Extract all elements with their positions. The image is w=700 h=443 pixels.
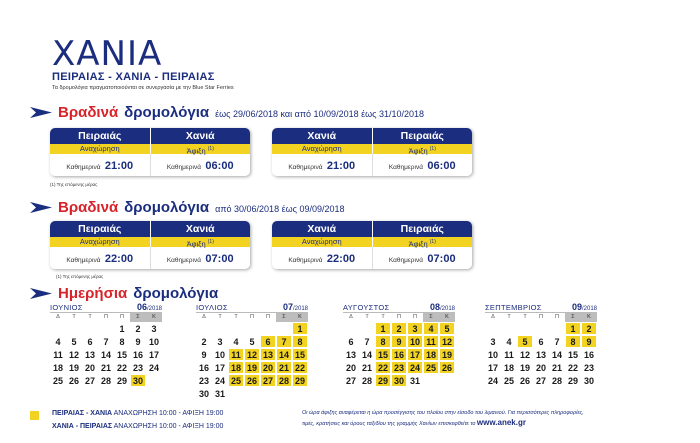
calendar-header	[196, 302, 308, 313]
calendar-day: 3	[485, 335, 501, 348]
calendar-day: 8	[114, 335, 130, 348]
calendar-day: 31	[407, 374, 423, 387]
calendar-day: 15	[114, 348, 130, 361]
calendar-header	[343, 302, 455, 313]
calendar-day: 27	[82, 374, 98, 387]
weekday-header: Τ	[381, 314, 385, 320]
calendar-day-highlighted: 8	[292, 335, 308, 348]
calendar-day: 20	[82, 361, 98, 374]
month-name: ΣΕΠΤΕΜΒΡΙΟΣ	[485, 303, 542, 312]
calendar-month	[50, 302, 162, 387]
calendar-day	[359, 322, 375, 335]
calendar-day-highlighted: 22	[292, 361, 308, 374]
from-port: Πειραιάς	[50, 221, 151, 237]
calendar-day: 23	[130, 361, 146, 374]
calendar-day: 16	[581, 348, 597, 361]
arrival-time: Καθημερινά 06:00	[166, 160, 234, 172]
calendar-day	[423, 374, 439, 387]
weekday-header: Κ	[439, 313, 455, 322]
calendar-day-highlighted: 30	[130, 374, 146, 387]
to-port: Χανιά	[185, 223, 215, 235]
calendar-day	[50, 322, 66, 335]
calendar-day	[276, 322, 292, 335]
calendar-day-highlighted: 11	[228, 348, 244, 361]
month-number: 07/2018	[282, 302, 308, 312]
calendar-day-highlighted: 13	[260, 348, 276, 361]
calendar-day-highlighted: 8	[375, 335, 391, 348]
calendar-day: 21	[359, 361, 375, 374]
calendar-day: 6	[82, 335, 98, 348]
calendar-day	[549, 322, 565, 335]
info-text	[302, 409, 682, 429]
weekday-header: Δ	[56, 314, 60, 320]
calendar-day: 28	[549, 374, 565, 387]
schedule-card	[50, 128, 250, 176]
calendar-day	[276, 387, 292, 400]
calendar-day-highlighted: 25	[423, 361, 439, 374]
calendar-day-highlighted: 19	[244, 361, 260, 374]
month-name: ΑΥΓΟΥΣΤΟΣ	[343, 303, 390, 312]
arrival-time: Καθημερινά 07:00	[388, 253, 456, 265]
month-name: ΙΟΥΝΙΟΣ	[50, 303, 83, 312]
calendar-day: 9	[130, 335, 146, 348]
calendar-day: 13	[82, 348, 98, 361]
calendar-day: 16	[130, 348, 146, 361]
info-line-1: Οι ώρα άφιξης αναφέρεται η ώρα προσέγγισης του πλοίου στην είσοδο του λιμανιού. Για περισσότερες πληροφορίες,	[302, 410, 584, 416]
weekday-header: Σ	[565, 313, 581, 322]
calendar-day: 27	[533, 374, 549, 387]
calendar-day: 12	[517, 348, 533, 361]
heading-red: Βραδινά	[58, 199, 119, 216]
heading-red: Ημερήσια	[58, 285, 128, 302]
calendar-day: 21	[98, 361, 114, 374]
calendar-day-highlighted: 18	[228, 361, 244, 374]
weekday-header: Τ	[88, 314, 92, 320]
calendar-day	[98, 322, 114, 335]
calendar-day	[82, 322, 98, 335]
calendar-day: 28	[98, 374, 114, 387]
date-range: έως 29/06/2018 και από 10/09/2018 έως 31/10/2018	[215, 109, 425, 119]
calendar-day-highlighted: 1	[375, 322, 391, 335]
arrival-label: Άφιξη $^{(1)}$	[408, 239, 436, 249]
calendar-day: 2	[130, 322, 146, 335]
calendar-month	[485, 302, 597, 387]
calendar-day-highlighted: 1	[565, 322, 581, 335]
calendar-day: 24	[485, 374, 501, 387]
departure-label: Αναχώρηση	[50, 237, 151, 247]
weekday-header: Κ	[292, 313, 308, 322]
calendar-day-highlighted: 25	[228, 374, 244, 387]
page-title: ΧΑΝΙΑ	[52, 34, 163, 74]
calendar-day-highlighted: 22	[375, 361, 391, 374]
arrow-icon	[30, 288, 52, 299]
calendar-day: 19	[517, 361, 533, 374]
calendar-day: 20	[343, 361, 359, 374]
weekday-header: Π	[555, 314, 559, 320]
departure-label: Αναχώρηση	[272, 237, 373, 247]
calendar-day-highlighted: 26	[244, 374, 260, 387]
to-port: Χανιά	[185, 130, 215, 142]
footnote: (1) Της επόμενης μέρας	[50, 182, 98, 187]
departure-time: Καθημερινά 22:00	[50, 247, 151, 269]
calendar-day-highlighted: 6	[260, 335, 276, 348]
calendar-day: 30	[581, 374, 597, 387]
calendar-day-highlighted: 14	[276, 348, 292, 361]
month-name: ΙΟΥΛΙΟΣ	[196, 303, 228, 312]
calendar-day-highlighted: 9	[391, 335, 407, 348]
date-range: από 30/06/2018 έως 09/09/2018	[215, 204, 345, 214]
weekday-header: Π	[104, 314, 108, 320]
from-port: Χανιά	[272, 128, 373, 144]
calendar-day: 5	[66, 335, 82, 348]
to-port: Πειραιάς	[400, 130, 444, 142]
weekday-header: Π	[413, 314, 417, 320]
weekday-header: Π	[266, 314, 270, 320]
calendar-day-highlighted: 2	[391, 322, 407, 335]
calendar-day	[485, 322, 501, 335]
calendar-day: 6	[533, 335, 549, 348]
calendar-day: 29	[114, 374, 130, 387]
calendar-day	[501, 322, 517, 335]
calendar-day	[196, 322, 212, 335]
calendar-day-highlighted: 28	[276, 374, 292, 387]
weekday-header: Τ	[218, 314, 222, 320]
calendar-day: 13	[343, 348, 359, 361]
calendar-day: 9	[196, 348, 212, 361]
calendar-day	[533, 322, 549, 335]
from-port: Χανιά	[272, 221, 373, 237]
calendar-day: 10	[146, 335, 162, 348]
weekday-header: Π	[539, 314, 543, 320]
calendar-day-highlighted: 2	[581, 322, 597, 335]
calendar-day	[439, 374, 455, 387]
calendar-day	[260, 387, 276, 400]
calendar-day: 23	[196, 374, 212, 387]
legend-line-1: ΠΕΙΡΑΙΑΣ - ΧΑΝΙΑ ΑΝΑΧΩΡΗΣΗ 10:00 - ΑΦΙΞΗ 19:00	[52, 410, 224, 417]
calendar-day: 24	[212, 374, 228, 387]
departure-label: Αναχώρηση	[272, 144, 373, 154]
calendar-day: 30	[196, 387, 212, 400]
calendar-day: 2	[196, 335, 212, 348]
calendar-day-highlighted: 15	[292, 348, 308, 361]
calendar-day: 11	[501, 348, 517, 361]
calendar-day: 4	[501, 335, 517, 348]
calendar-day: 18	[501, 361, 517, 374]
schedule-card	[50, 221, 250, 269]
calendar-day: 23	[581, 361, 597, 374]
calendar-day: 17	[146, 348, 162, 361]
schedule-card	[272, 221, 472, 269]
legend-swatch	[30, 411, 39, 420]
calendar-day	[146, 374, 162, 387]
calendar-day-highlighted: 15	[375, 348, 391, 361]
calendar-header	[485, 302, 597, 313]
calendar-day	[517, 322, 533, 335]
partner-note: Τα δρομολόγια πραγματοποιούνται σε συνεργασία με την Blue Star Ferries	[52, 85, 234, 91]
departure-time: Καθημερινά 21:00	[272, 154, 373, 176]
calendar-day-highlighted: 19	[439, 348, 455, 361]
calendar-day-highlighted: 16	[391, 348, 407, 361]
calendar-day	[66, 322, 82, 335]
schedule-card	[272, 128, 472, 176]
from-port: Πειραιάς	[50, 128, 151, 144]
weekday-header: Κ	[581, 313, 597, 322]
calendar-day-highlighted: 5	[517, 335, 533, 348]
weekday-header: Δ	[349, 314, 353, 320]
departure-label: Αναχώρηση	[50, 144, 151, 154]
month-number: 09/2018	[571, 302, 597, 312]
calendar-day: 31	[212, 387, 228, 400]
heading-blue: δρομολόγια	[133, 285, 219, 302]
calendar-day-highlighted: 10	[407, 335, 423, 348]
calendar-day-highlighted: 12	[244, 348, 260, 361]
calendar-day: 29	[565, 374, 581, 387]
month-number: 06/2018	[136, 302, 162, 312]
calendar-day: 10	[485, 348, 501, 361]
weekday-header: Τ	[234, 314, 238, 320]
calendar-day-highlighted: 21	[276, 361, 292, 374]
calendar-header	[50, 302, 162, 313]
calendar-day: 3	[212, 335, 228, 348]
calendar-day-highlighted: 12	[439, 335, 455, 348]
arrow-icon	[30, 202, 52, 213]
calendar-day-highlighted: 20	[260, 361, 276, 374]
calendar-day: 7	[359, 335, 375, 348]
calendar-day: 11	[50, 348, 66, 361]
calendar-day-highlighted: 11	[423, 335, 439, 348]
weekday-header: Δ	[202, 314, 206, 320]
weekday-header: Τ	[507, 314, 511, 320]
route-subtitle: ΠΕΙΡΑΙΑΣ - ΧΑΝΙΑ - ΠΕΙΡΑΙΑΣ	[52, 71, 215, 83]
calendar-day: 5	[244, 335, 260, 348]
daily-schedule-heading	[30, 285, 218, 302]
calendar-day: 21	[549, 361, 565, 374]
departure-time: Καθημερινά 22:00	[272, 247, 373, 269]
calendar-day: 7	[549, 335, 565, 348]
month-number: 08/2018	[429, 302, 455, 312]
calendar-day	[212, 322, 228, 335]
calendar-day: 25	[50, 374, 66, 387]
calendar-day: 22	[114, 361, 130, 374]
evening-schedule-1-heading	[30, 104, 424, 121]
heading-blue: δρομολόγια	[124, 104, 210, 121]
calendar-day: 12	[66, 348, 82, 361]
arrival-label: Άφιξη $^{(1)}$	[186, 146, 214, 156]
calendar-day: 15	[565, 348, 581, 361]
calendar-day-highlighted: 17	[407, 348, 423, 361]
calendar-day-highlighted: 24	[407, 361, 423, 374]
calendar-day-highlighted: 1	[292, 322, 308, 335]
calendar-day-highlighted: 9	[581, 335, 597, 348]
heading-red: Βραδινά	[58, 104, 119, 121]
calendar-day: 13	[533, 348, 549, 361]
calendar-day-highlighted: 29	[292, 374, 308, 387]
calendar-day-highlighted: 23	[391, 361, 407, 374]
calendar-day	[244, 322, 260, 335]
calendar-day: 26	[66, 374, 82, 387]
calendar-day	[343, 322, 359, 335]
calendar-day: 14	[359, 348, 375, 361]
calendar-day: 28	[359, 374, 375, 387]
calendar-day-highlighted: 30	[391, 374, 407, 387]
departure-time: Καθημερινά 21:00	[50, 154, 151, 176]
calendar-day	[244, 387, 260, 400]
website-link[interactable]: www.anek.gr	[476, 418, 526, 428]
calendar-day	[228, 322, 244, 335]
calendar-day: 7	[98, 335, 114, 348]
weekday-header: Σ	[423, 313, 439, 322]
calendar-day: 16	[196, 361, 212, 374]
legend-line-2: ΧΑΝΙΑ - ΠΕΙΡΑΙΑΣ ΑΝΑΧΩΡΗΣΗ 10:00 - ΑΦΙΞΗ 19:00	[52, 423, 224, 430]
weekday-header: Σ	[276, 313, 292, 322]
calendar-day: 25	[501, 374, 517, 387]
calendar-day	[228, 387, 244, 400]
calendar-day-highlighted: 26	[439, 361, 455, 374]
arrival-label: Άφιξη $^{(1)}$	[408, 146, 436, 156]
calendar-day-highlighted: 27	[260, 374, 276, 387]
weekday-header: Τ	[523, 314, 527, 320]
calendar-day: 3	[146, 322, 162, 335]
calendar-day-highlighted: 18	[423, 348, 439, 361]
arrival-time: Καθημερινά 06:00	[388, 160, 456, 172]
calendar-day: 14	[549, 348, 565, 361]
calendar-day-highlighted: 4	[423, 322, 439, 335]
calendar-day: 6	[343, 335, 359, 348]
calendar-day	[292, 387, 308, 400]
calendar-day: 4	[50, 335, 66, 348]
arrow-icon	[30, 107, 52, 118]
calendar-day-highlighted: 3	[407, 322, 423, 335]
weekday-header: Π	[120, 314, 124, 320]
calendar-day: 27	[343, 374, 359, 387]
calendar-day: 17	[212, 361, 228, 374]
calendar-day-highlighted: 8	[565, 335, 581, 348]
arrival-label: Άφιξη $^{(1)}$	[186, 239, 214, 249]
weekday-header: Δ	[491, 314, 495, 320]
calendar-day-highlighted: 5	[439, 322, 455, 335]
calendar-day: 18	[50, 361, 66, 374]
calendar-day: 20	[533, 361, 549, 374]
weekday-header: Κ	[146, 313, 162, 322]
calendar-month	[196, 302, 308, 400]
calendar-day: 10	[212, 348, 228, 361]
footnote: (1) Της επόμενης μέρας	[56, 274, 104, 279]
calendar-month	[343, 302, 455, 387]
calendar-day: 1	[114, 322, 130, 335]
calendar-day: 24	[146, 361, 162, 374]
arrival-time: Καθημερινά 07:00	[166, 253, 234, 265]
calendar-day: 17	[485, 361, 501, 374]
to-port: Πειραιάς	[400, 223, 444, 235]
weekday-header: Τ	[365, 314, 369, 320]
calendar-day: 4	[228, 335, 244, 348]
weekday-header: Τ	[72, 314, 76, 320]
calendar-day-highlighted: 7	[276, 335, 292, 348]
heading-blue: δρομολόγια	[124, 199, 210, 216]
info-line-2: τιμές, κρατήσεις και όρους ταξιδίου της γραμμής Χανίων επισκεφθείτε το www.anek.gr	[302, 418, 526, 428]
calendar-day: 19	[66, 361, 82, 374]
weekday-header: Π	[397, 314, 401, 320]
weekday-header: Σ	[130, 313, 146, 322]
calendar-day: 26	[517, 374, 533, 387]
calendar-day	[260, 322, 276, 335]
weekday-header: Π	[250, 314, 254, 320]
calendar-day: 14	[98, 348, 114, 361]
calendar-day-highlighted: 29	[375, 374, 391, 387]
calendar-day: 22	[565, 361, 581, 374]
evening-schedule-2-heading	[30, 199, 345, 216]
